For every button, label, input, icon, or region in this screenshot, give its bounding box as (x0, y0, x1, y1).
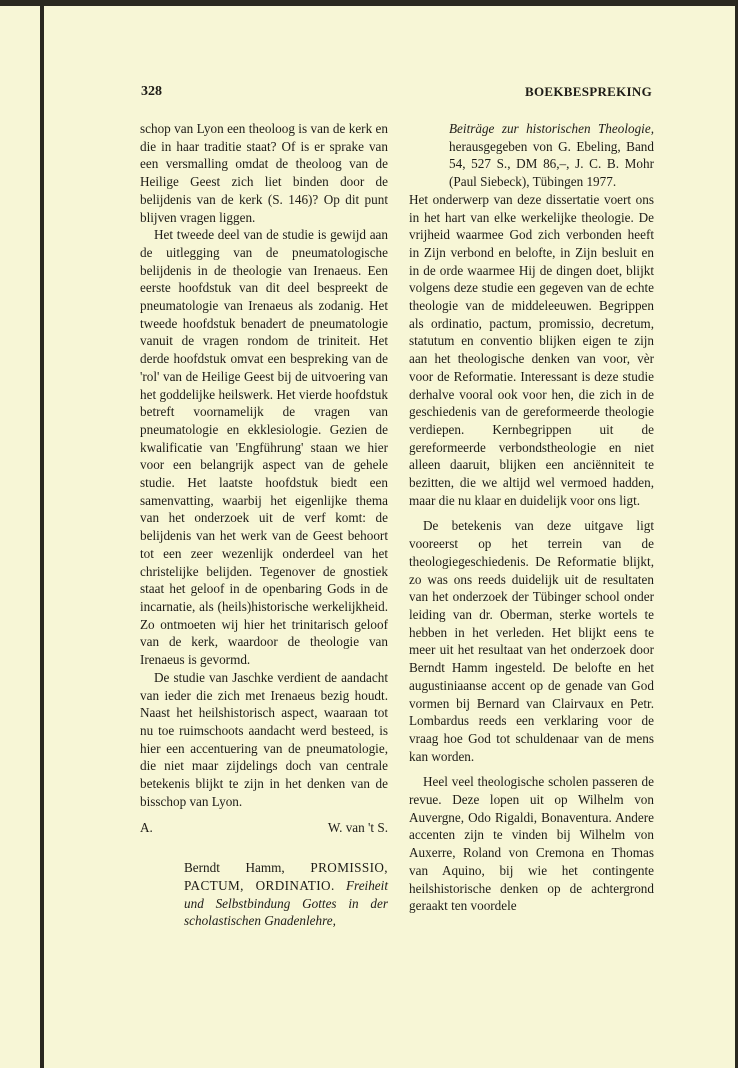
review-subtitle: Freiheit und Selbstbindung Gottes in der scholastischen Gnadenlehre, (184, 877, 388, 929)
bibliographic-details (449, 120, 654, 191)
right-column (409, 120, 654, 915)
page-number: 328 (141, 84, 162, 99)
running-head: BOEKBESPREKING (524, 84, 652, 99)
scan-top-edge (0, 0, 738, 6)
paragraph: De studie van Jaschke verdient de aandacht van ieder die zich met Irenaeus bezig houdt. Naast het heilshistorisch aspect, waaraan tot nu toe ruimschoots aandacht werd besteed, is hier een accentuering van de pneumatologie, die niet maar zijdelings doch van centrale betekenis blijkt te zijn in het denken van de bisschop van Lyon. (140, 669, 388, 809)
paragraph: De betekenis van deze uitgave ligt vooreerst op het terrein van de theologiegeschiedenis. De Reformatie blijkt, zo was ons reeds duidelijk uit de resultaten van het onderzoek der Tübinger school onder leiding van dr. Oberman, sterke wortels te hebben in het verleden. Het blijkt eens te meer uit het resultaat van het onderzoek door Berndt Hamm ingesteld. De belofte en het augustiniaanse accent op de genade van God vormen bij Bernard van Clairvaux en Petr. Lombardus reeds een verklaring voor de vraag hoe God tot schuldenaar van de mens kan worden. (409, 518, 654, 764)
review-title: PROMISSIO, PACTUM, ORDINATIO. (184, 860, 388, 893)
review-header (184, 859, 388, 930)
paragraph: Het onderwerp van deze dissertatie voert ons in het hart van elke werkelijke theologie. De vrijheid waarmee God zich verbonden heeft in Zijn verbond en belofte, in Zijn besluit en in de orde waarmee Hij de dingen doet, blijkt volgens deze studie een gegeven van de echte theologie van de middeleeuwen. Begrippen als ordinatio, pactum, promissio, decretum, statutum en conventio blijken eigen te zijn aan het theologische denken van voor, vèr voor de Reformatie. Interessant is deze studie derhalve vooral ook voor hen, die zich in de geschiedenis van de gereformeerde theologie verdiepen. Kernbegrippen uit de gereformeerde verbondstheologie en niet alleen daaruit, blijken een anciënniteit te bezitten, die we altijd wel vermoed hadden, maar die nu klaar en duidelijk voor ons ligt. (409, 191, 654, 508)
signature-initial: A. (140, 820, 153, 836)
left-column (140, 120, 388, 930)
series-title: Beiträge zur historischen Theologie, (449, 121, 654, 136)
paragraph: Het tweede deel van de studie is gewijd aan de uitlegging van de pneumatologische belijdenis in de theologie van Irenaeus. Een eerste hoofdstuk van dit deel bespreekt de pneumatologie van Irenaeus als zodanig. Het tweede hoofdstuk benadert de pneumatologie vanuit de vragen rondom de triniteit. Het derde hoofdstuk omvat een bespreking van de 'rol' van de Heilige Geest bij de uitvoering van het goddelijke heilswerk. Het vierde hoofdstuk betreft voornamelijk de vragen van pneumatologie en ekklesiologie. Gezien de kwalificatie van 'Engführung' staan we hier voor een belangrijk aspect van de gehele studie. Het laatste hoofdstuk biedt een samenvatting, waarbij het eigenlijke thema van het onderzoek uit de verf komt: de belijdenis van het werk van de Geest behoort tot een zeer wezenlijk onderdeel van het christelijke belijden. Tegenover de gnostiek staat het geloof in de openbaring Gods in de incarnatie, als (heils)historische werkelijkheid. Zo ontmoeten wij hier het trinitarisch geloof van de kerk, waardoor de theologie van Irenaeus is gevormd. (140, 227, 388, 668)
reviewer-signature (140, 819, 388, 837)
publication-info: herausgegeben von G. Ebeling, Band 54, 527 S., DM 86,–, J. C. B. Mohr (Paul Siebeck), Tübingen 1977. (449, 138, 654, 190)
paragraph: schop van Lyon een theoloog is van de kerk en die in haar traditie staat? Of is er sprake van een versmalling omdat de theoloog van de Heilige Geest zich liet binden door de belijdenis van de kerk (S. 146)? Op dit punt blijven vragen liggen. (140, 121, 388, 225)
paragraph: Heel veel theologische scholen passeren de revue. Deze lopen uit op Wilhelm von Auvergne, Odo Rigaldi, Bonaventura. Andere accenten zijn te vinden bij Wilhelm von Auxerre, Roland von Cremona en Thomas van Aquino, bij wie het contingente heilshistorische denken op de achtergrond geraakt ten voordele (409, 774, 654, 914)
review-author: Berndt Hamm, (184, 860, 285, 876)
signature-name: W. van 't S. (327, 820, 388, 836)
scan-left-edge (40, 0, 44, 1068)
